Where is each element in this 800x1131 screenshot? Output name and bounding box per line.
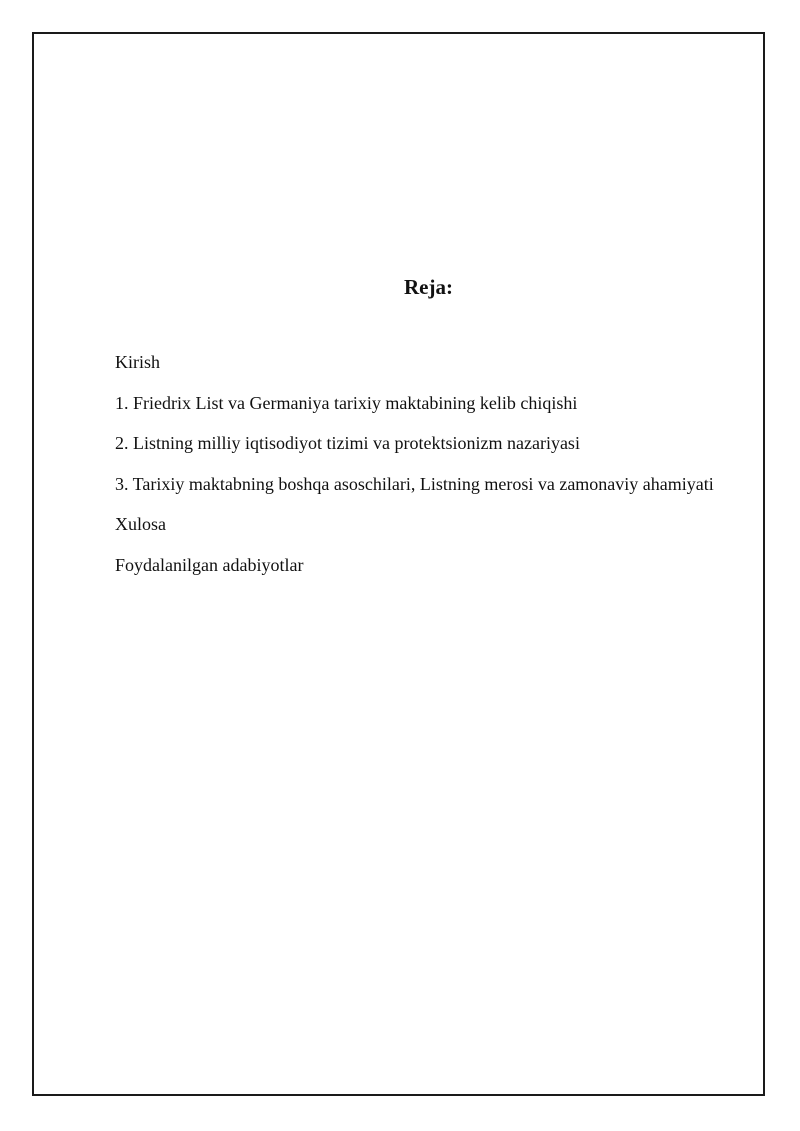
plan-item-introduction: Kirish	[115, 352, 160, 372]
plan-item-conclusion: Xulosa	[115, 514, 166, 535]
plan-list	[115, 351, 714, 595]
plan-item-2: 2. Listning milliy iqtisodiyot tizimi va protektsionizm nazariyasi	[115, 433, 580, 454]
plan-item-1: 1. Friedrix List va Germaniya tarixiy maktabining kelib chiqishi	[115, 392, 578, 413]
plan-item-references: Foydalanilgan adabiyotlar	[115, 554, 304, 575]
plan-item-3: 3. Tarixiy maktabning boshqa asoschilari, Listning merosi va zamonaviy ahamiyati	[115, 473, 714, 494]
page-title: Reja:	[404, 275, 453, 299]
